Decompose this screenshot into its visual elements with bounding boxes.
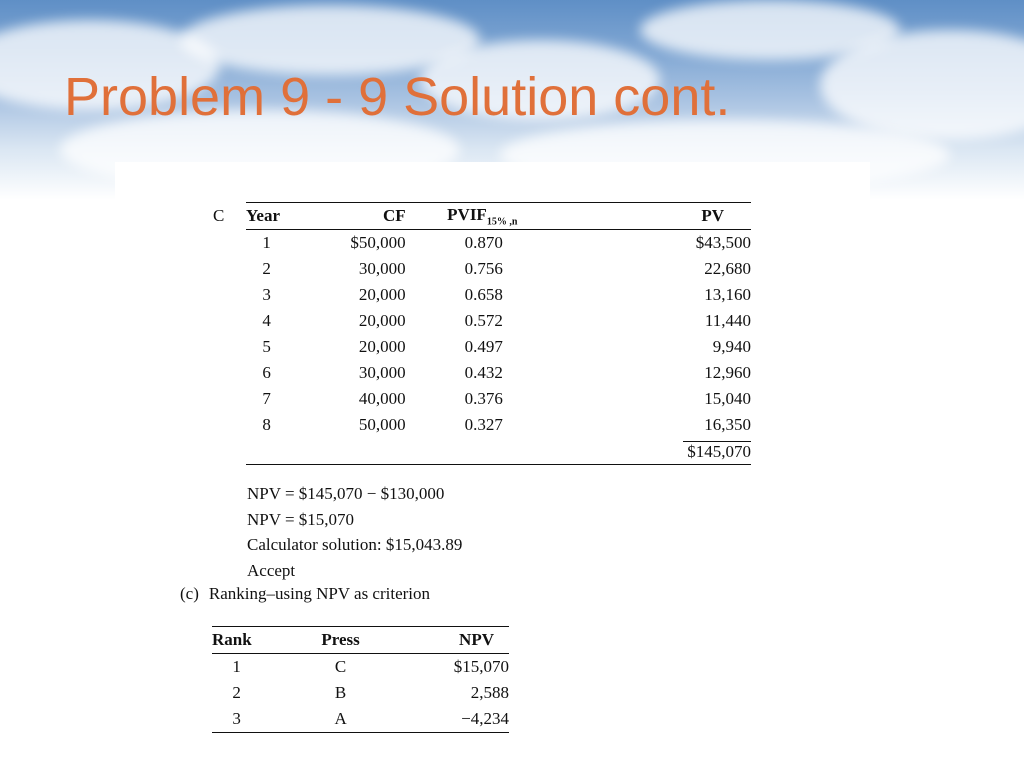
- cell-cf: 30,000: [358, 363, 406, 382]
- cell-year: 7: [262, 389, 271, 408]
- ranking-tag: (c): [180, 584, 199, 603]
- cell-rank: 3: [212, 706, 261, 733]
- calc-line: Calculator solution: $15,043.89: [247, 535, 463, 555]
- cell-year: 6: [262, 363, 271, 382]
- ranking-caption-text: Ranking–using NPV as criterion: [208, 584, 431, 603]
- table-label: C: [213, 206, 225, 225]
- pv-table: [246, 202, 751, 465]
- cell-year: 2: [262, 259, 271, 278]
- pv-table-header: [246, 203, 751, 230]
- header-pvif-subscript: 15% ,n: [486, 216, 518, 228]
- table-row: [212, 680, 509, 706]
- table-row: [246, 230, 751, 257]
- cell-npv: $15,070: [453, 657, 509, 676]
- ranking-table: [212, 626, 509, 733]
- cell-pv: 12,960: [704, 363, 751, 382]
- npv-calculation: [247, 481, 462, 584]
- header-cf: CF: [287, 203, 405, 230]
- header-pvif-base: PVIF: [447, 204, 487, 224]
- cell-pvif: 0.432: [464, 363, 503, 382]
- cell-pvif: 0.327: [464, 415, 503, 434]
- cell-cf: 20,000: [358, 311, 406, 330]
- cell-cf: 20,000: [358, 337, 406, 356]
- ranking-caption: [180, 584, 430, 604]
- table-row: [212, 706, 509, 733]
- header-press: Press: [261, 627, 420, 654]
- header-year: Year: [246, 203, 287, 230]
- cell-year: 8: [262, 415, 271, 434]
- table-row: [246, 360, 751, 386]
- total-pv: $145,070: [683, 441, 751, 462]
- header-npv: NPV: [420, 627, 509, 654]
- cell-pv: 11,440: [704, 311, 751, 330]
- cell-cf: $50,000: [350, 233, 406, 252]
- cell-cf: 50,000: [358, 415, 406, 434]
- cell-press: B: [334, 683, 347, 702]
- cell-npv: 2,588: [470, 683, 509, 702]
- cell-cf: 40,000: [358, 389, 406, 408]
- cell-pvif: 0.658: [464, 285, 503, 304]
- cell-rank: 1: [232, 657, 241, 676]
- cell-pv: 15,040: [704, 389, 751, 408]
- cell-npv: −4,234: [420, 706, 509, 733]
- cell-year: 1: [262, 233, 271, 252]
- calc-line: Accept: [247, 561, 296, 581]
- cell-pvif: 0.756: [464, 259, 503, 278]
- slide-title: Problem 9 - 9 Solution cont.: [64, 67, 731, 127]
- cell-pv: 16,350: [704, 415, 751, 434]
- table-row: [246, 334, 751, 360]
- table-row: [246, 282, 751, 308]
- cell-pvif: 0.870: [464, 233, 503, 252]
- cell-pvif: 0.572: [464, 311, 503, 330]
- ranking-table-header: [212, 627, 509, 654]
- total-row: [246, 438, 751, 465]
- table-row: [246, 412, 751, 438]
- cell-press: C: [334, 657, 347, 676]
- table-row: [246, 256, 751, 282]
- cell-pv: 22,680: [704, 259, 751, 278]
- table-row: [246, 386, 751, 412]
- calc-line: NPV = $145,070 − $130,000: [247, 484, 445, 503]
- cell-year: 4: [262, 311, 271, 330]
- calc-line: NPV = $15,070: [247, 509, 355, 529]
- cell-pv: $43,500: [695, 233, 751, 252]
- cell-cf: 30,000: [358, 259, 406, 278]
- cell-press: A: [261, 706, 420, 733]
- header-rank: Rank: [212, 627, 261, 654]
- cell-rank: 2: [232, 683, 241, 702]
- cell-pvif: 0.376: [464, 389, 503, 408]
- cell-pvif: 0.497: [464, 337, 503, 356]
- table-row: [246, 308, 751, 334]
- table-row: [212, 654, 509, 681]
- cell-year: 5: [262, 337, 271, 356]
- cell-pv: 13,160: [704, 285, 751, 304]
- cell-year: 3: [262, 285, 271, 304]
- cell-cf: 20,000: [358, 285, 406, 304]
- header-pv: PV: [559, 203, 751, 230]
- cell-pv: 9,940: [712, 337, 751, 356]
- header-pvif: [406, 203, 559, 230]
